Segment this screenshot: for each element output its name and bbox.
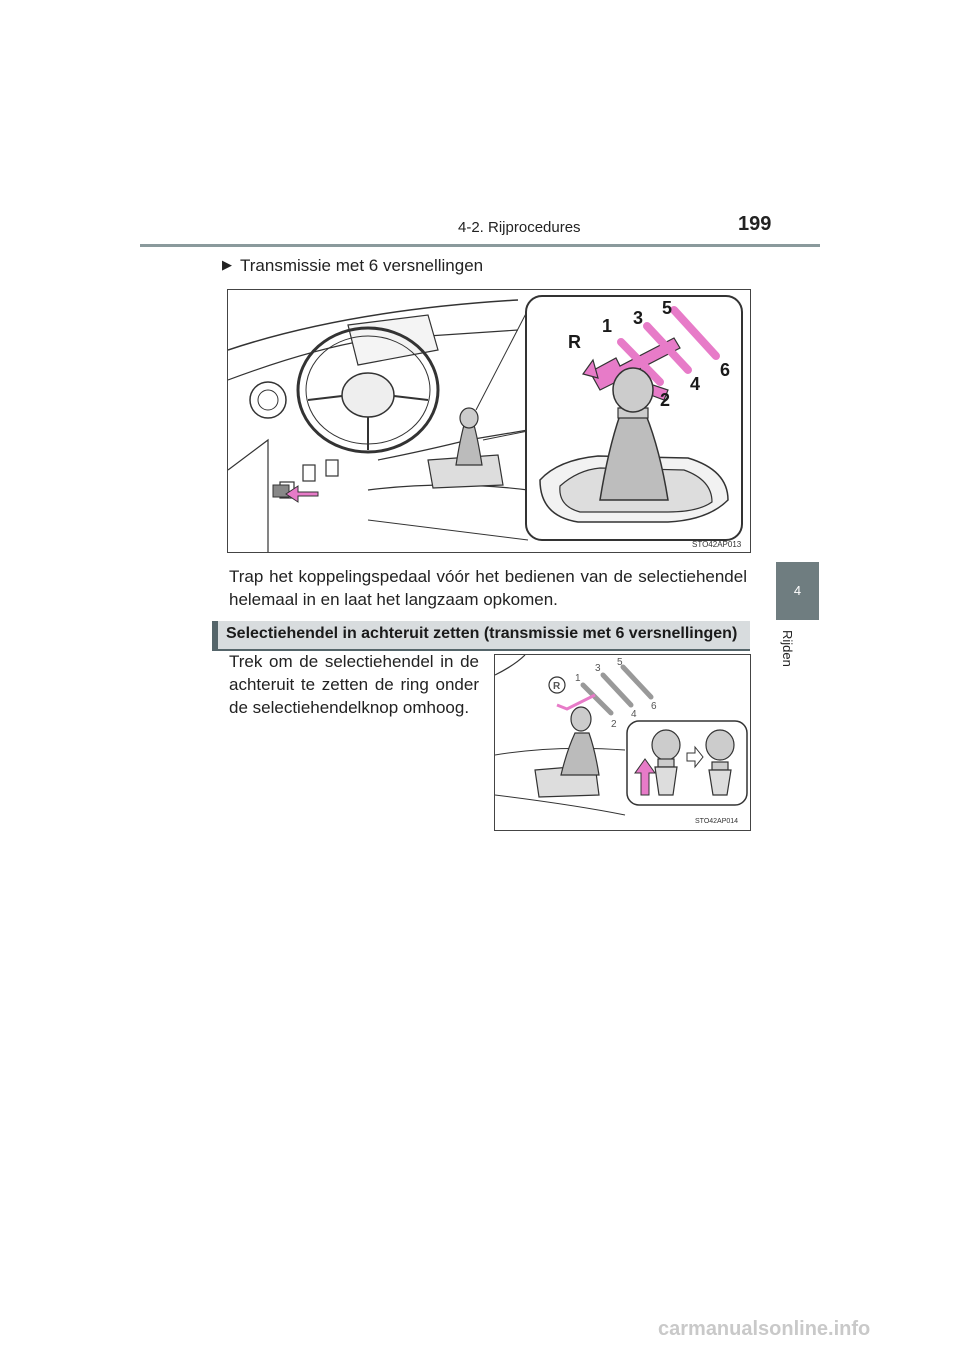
gear-label: R: [568, 332, 581, 352]
chapter-number: 4: [793, 583, 802, 598]
instruction-paragraph: Trap het koppelingspedaal vóór het bedienen van de selectiehendel helemaal in en laat het langzaam opkomen.: [229, 567, 747, 609]
gear-label: 2: [611, 719, 617, 730]
chapter-label: Rijden: [780, 630, 795, 667]
header-rule: [140, 244, 820, 247]
reverse-ring-illustration: [495, 655, 750, 830]
bullet-heading-text: Transmissie met 6 versnellingen: [240, 256, 484, 275]
page-number: 199: [738, 213, 772, 235]
section-subheading: [212, 621, 750, 651]
header-section-title: 4-2. Rijprocedures: [458, 219, 581, 236]
gear-label: 6: [651, 701, 657, 712]
triangle-bullet-icon: ▶: [222, 257, 232, 272]
car-interior-illustration: [228, 290, 750, 552]
gear-label: 4: [631, 709, 637, 720]
gear-label: 4: [690, 374, 701, 394]
figure-code: STO42AP014: [695, 818, 739, 825]
bullet-heading: [222, 256, 483, 276]
subheading-marker: [212, 621, 218, 651]
gear-label: 5: [662, 298, 673, 318]
gear-label: 1: [575, 673, 581, 684]
gear-label: R: [553, 681, 561, 692]
gear-label: 3: [595, 663, 601, 674]
gear-label: 5: [617, 657, 623, 668]
figure-code: STO42AP013: [692, 540, 742, 549]
gear-label: 3: [633, 308, 644, 328]
chapter-tab: [776, 562, 819, 620]
watermark: carmanualsonline.info: [658, 1318, 871, 1340]
reverse-instruction-paragraph: Trek om de selectiehendel in de achteruit te zetten de ring onder de selectiehendelknop omhoog.: [229, 652, 479, 717]
figure-gear-shift-pattern: [227, 289, 751, 553]
figure-reverse-ring: [494, 654, 751, 831]
gear-label: 6: [720, 360, 731, 380]
subheading-text: Selectiehendel in achteruit zetten (transmissie met 6 versnellingen): [226, 625, 738, 642]
gear-label: 1: [602, 316, 613, 336]
gear-label: 2: [660, 390, 671, 410]
